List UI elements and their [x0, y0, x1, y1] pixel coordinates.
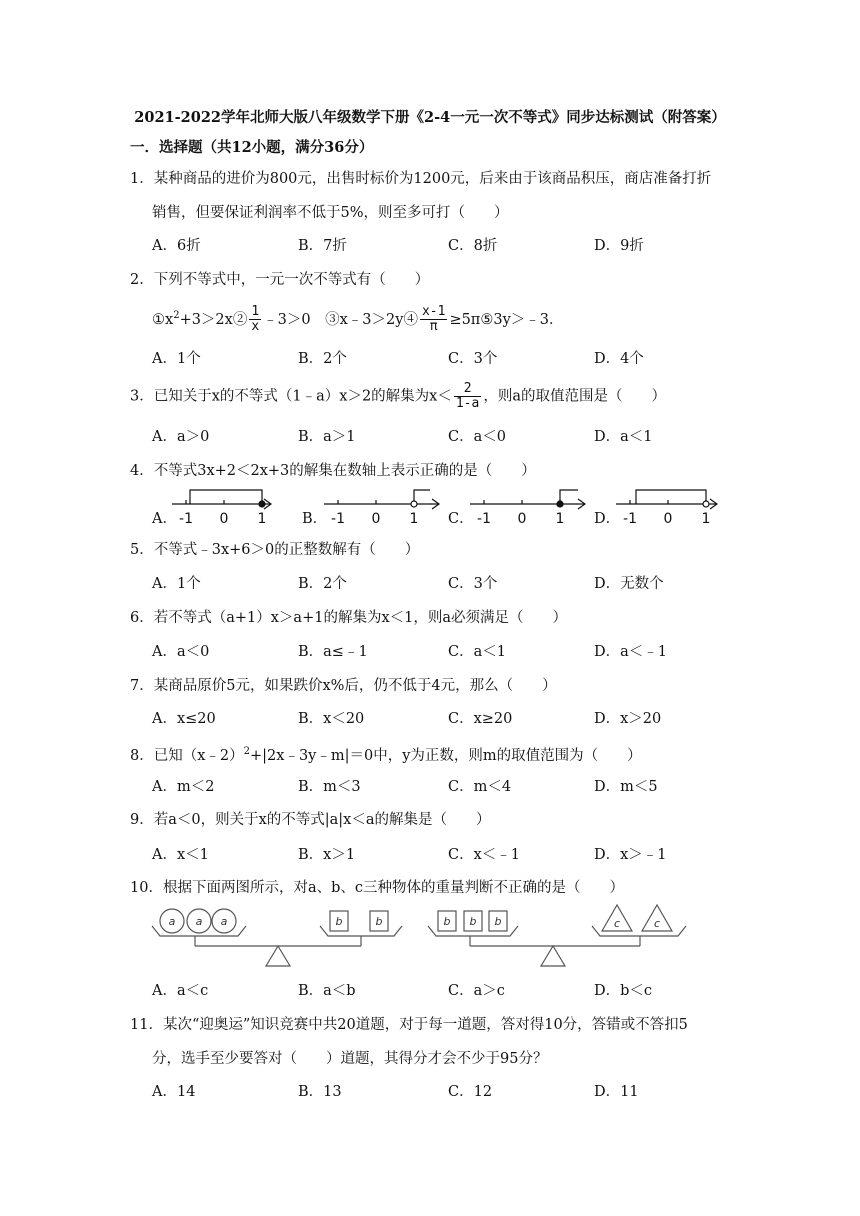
- q11-option-c: C．12: [448, 1084, 493, 1100]
- q9-option-b: B．x＞1: [298, 847, 356, 863]
- fraction-2-over-1-minus-a: $\frac{2}{1-a}$: [455, 381, 480, 411]
- svg-text:c: c: [613, 917, 621, 930]
- q5-option-c: C．3个: [448, 576, 498, 592]
- tick-label: 1: [409, 511, 419, 527]
- question-7-line-1: 7．某商品原价5元，如果跌价x%后，仍不低于4元，那么（ ）: [130, 678, 557, 694]
- q7-option-d: D．x＞20: [594, 711, 662, 727]
- tick-label: -1: [331, 511, 345, 527]
- q2-option-a: A．1个: [152, 351, 201, 367]
- q7-option-c: C．x≥20: [448, 711, 513, 727]
- expr-part-4: ≥5π⑤3y＞﹣3．: [449, 311, 564, 328]
- q8-option-b: B．m＜3: [298, 779, 361, 795]
- q6-option-b: B．a≤﹣1: [298, 644, 368, 660]
- question-5-line-1: 5．不等式﹣3x+6＞0的正整数解有（ ）: [130, 542, 420, 558]
- question-8-line-1: 8．已知（x﹣2）$^2$+|2x﹣3y﹣m|＝0中，y为正数，则m的取值范围为（ ）: [130, 746, 642, 764]
- number-line-c: [470, 490, 585, 509]
- expr-part-2: +3＞2x②: [179, 311, 248, 328]
- q3-option-c: C．a＜0: [448, 429, 506, 445]
- q1-option-d: D．9折: [594, 238, 644, 254]
- question-10-line-1: 10．根据下面两图所示，对a、b、c三种物体的重量判断不正确的是（ ）: [130, 880, 624, 896]
- svg-text:a: a: [168, 915, 176, 928]
- svg-text:a: a: [195, 915, 203, 928]
- q8-option-a: A．m＜2: [152, 779, 215, 795]
- q7-option-a: A．x≤20: [152, 711, 216, 727]
- q4-option-d-letter: D．: [594, 511, 621, 527]
- q11-option-a: A．14: [152, 1084, 196, 1100]
- number-line-b: [324, 490, 439, 509]
- q9-option-c: C．x＜﹣1: [448, 847, 520, 863]
- balance-scale-1: [152, 909, 402, 966]
- q2-option-c: C．3个: [448, 351, 498, 367]
- q1-option-a: A．6折: [152, 238, 201, 254]
- fraction-1-over-x: $\frac{1}{x}$: [251, 304, 260, 335]
- question-11-line-2: 分，选手至少要答对（ ）道题，其得分才会不少于95分？: [152, 1051, 548, 1067]
- section-heading: 一．选择题（共12小题，满分36分）: [130, 139, 374, 156]
- tick-label: -1: [179, 511, 193, 527]
- q3-option-d: D．a＜1: [594, 429, 653, 445]
- q6-option-d: D．a＜﹣1: [594, 644, 667, 660]
- q11-option-d: D．11: [594, 1084, 639, 1100]
- tick-label: 1: [701, 511, 711, 527]
- q5-option-d: D．无数个: [594, 576, 664, 592]
- svg-text:a: a: [220, 915, 228, 928]
- expr-part-3: ﹣3＞0 ③x﹣3＞2y④: [263, 311, 418, 328]
- q5-option-b: B．2个: [298, 576, 347, 592]
- tick-label: 0: [517, 511, 527, 527]
- tick-label: 0: [219, 511, 229, 527]
- tick-label: -1: [623, 511, 637, 527]
- tick-label: 0: [371, 511, 381, 527]
- q2-option-d: D．4个: [594, 351, 644, 367]
- q4-option-c-letter: C．: [448, 511, 474, 527]
- balance-scale-2: [428, 905, 686, 966]
- expr-part-1: ①x: [152, 311, 174, 328]
- q8-option-d: D．m＜5: [594, 779, 658, 795]
- question-6-line-1: 6．若不等式（a+1）x＞a+1的解集为x＜1，则a必须满足（ ）: [130, 610, 567, 626]
- fraction-x-minus-1-over-pi: $\frac{x-1}{\pi}$: [421, 304, 446, 335]
- q2-option-b: B．2个: [298, 351, 347, 367]
- balance-labels: [169, 915, 660, 930]
- tick-label: 1: [555, 511, 565, 527]
- tick-label: -1: [477, 511, 491, 527]
- question-3-line-1: 3．已知关于x的不等式（1﹣a）x＞2的解集为x＜ $\frac{2}{1-a}$ ，则a的取值范围是（ ）: [130, 381, 666, 411]
- q4-option-a-letter: A．: [152, 511, 177, 527]
- question-4-line-1: 4．不等式3x+2＜2x+3的解集在数轴上表示正确的是（ ）: [130, 463, 536, 479]
- q10-option-b: B．a＜b: [298, 983, 356, 999]
- question-11-line-1: 11．某次“迎奥运”知识竞赛中共20道题，对于每一道题，答对得10分，答错或不答扣5: [130, 1017, 688, 1033]
- q10-option-c: C．a＞c: [448, 983, 505, 999]
- number-line-tick-labels: [179, 511, 710, 527]
- number-line-d: [616, 490, 717, 509]
- svg-text:b: b: [469, 915, 477, 928]
- svg-text:c: c: [653, 917, 661, 930]
- question-2-line-1: 2．下列不等式中，一元一次不等式有（ ）: [130, 272, 430, 288]
- q10-option-d: D．b＜c: [594, 983, 653, 999]
- document-title: 2021-2022学年北师大版八年级数学下册《2-4一元一次不等式》同步达标测试（附答案）: [134, 109, 726, 126]
- q8-option-c: C．m＜4: [448, 779, 512, 795]
- q6-option-a: A．a＜0: [152, 644, 210, 660]
- q1-option-b: B．7折: [298, 238, 347, 254]
- q9-option-d: D．x＞﹣1: [594, 847, 667, 863]
- q9-option-a: A．x＜1: [152, 847, 209, 863]
- question-1-line-1: 1．某种商品的进价为800元，出售时标价为1200元，后来由于该商品积压，商店准备打折: [130, 171, 712, 187]
- q1-option-c: C．8折: [448, 238, 498, 254]
- q3-option-b: B．a＞1: [298, 429, 356, 445]
- svg-text:b: b: [494, 915, 502, 928]
- expr-superscript: 2: [173, 310, 180, 321]
- question-9-line-1: 9．若a＜0，则关于x的不等式|a|x＜a的解集是（ ）: [130, 812, 491, 828]
- svg-text:b: b: [335, 915, 343, 928]
- svg-text:b: b: [375, 915, 383, 928]
- tick-label: 1: [257, 511, 267, 527]
- number-line-a: [172, 490, 271, 509]
- q6-option-c: C．a＜1: [448, 644, 506, 660]
- tick-label: 0: [663, 511, 673, 527]
- q7-option-b: B．x＜20: [298, 711, 365, 727]
- q5-option-a: A．1个: [152, 576, 201, 592]
- q3-option-a: A．a＞0: [152, 429, 210, 445]
- q11-option-b: B．13: [298, 1084, 342, 1100]
- question-1-line-2: 销售，但要保证利润率不低于5%，则至多可打（ ）: [152, 205, 509, 221]
- svg-text:b: b: [443, 915, 451, 928]
- q10-option-a: A．a＜c: [152, 983, 209, 999]
- q4-option-b-letter: B．: [302, 511, 328, 527]
